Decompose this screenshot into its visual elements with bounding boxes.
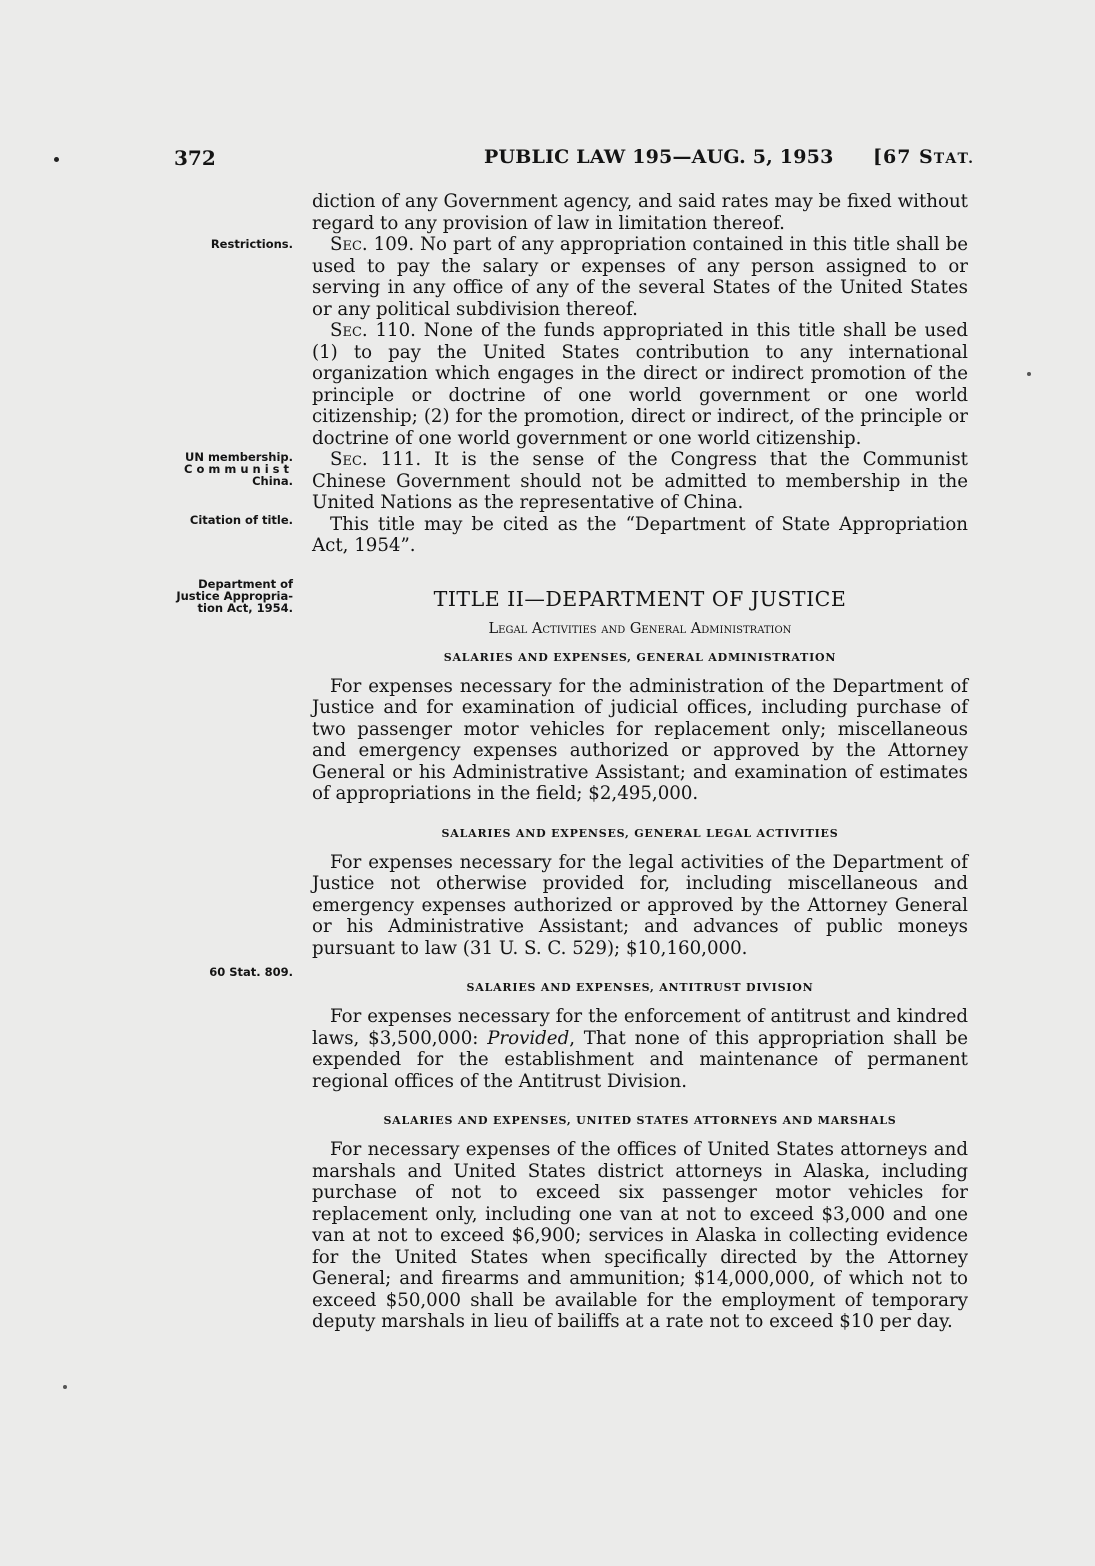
legal-activities-subheading: Legal Activities and General Administration <box>488 620 792 637</box>
antitrust-paragraph: For expenses necessary for the enforcement of antitrust and kindred laws, $3,500,000: Provided, That none of this appropriation shall be expended for the establishment and maintenance of permanent regional offices of the Antitrust Division. <box>312 1006 968 1092</box>
attorneys-marshals-paragraph: For necessary expenses of the offices of United States attorneys and marshals and United States district attorneys in Alaska, including purchase of not to exceed six passenger motor vehicles for replacement only, including one van at not to exceed $3,000 and one van at not to exceed $6,900; services in Alaska in collecting evidence for the United States when specifically directed by the Attorney General; and firearms and ammunition; $14,000,000, of which not to exceed $50,000 shall be available for the employment of temporary deputy marshals in lieu of bailiffs at a rate not to exceed $10 per day. <box>312 1139 968 1332</box>
margin-note-citation: Citation of title. <box>189 513 293 527</box>
general-admin-paragraph: For expenses necessary for the administration of the Department of Justice and for examination of judicial offices, including purchase of two passenger motor vehicles for replacement only; miscellaneous and emergency expenses authorized or approved by the Attorney General or his Administrative Assistant; and examination of estimates of appropriations in the field; $2,495,000. <box>312 675 968 804</box>
section-109: Sec. 109. No part of any appropriation contained in this title shall be used to pay the salary or expenses of any person assigned to or serving in any office of any of the several States of the United States or any political subdivision thereof. <box>312 234 968 320</box>
margin-note-60-stat-809: 60 Stat. 809. <box>209 965 293 979</box>
ink-speck <box>1027 372 1031 376</box>
general-admin-heading: SALARIES AND EXPENSES, GENERAL ADMINISTRATION <box>443 650 837 664</box>
margin-note-doj-act: Department of Justice Appropria- tion Act, 1954. <box>176 577 293 615</box>
title-ii-heading: TITLE II—DEPARTMENT OF JUSTICE <box>433 586 847 611</box>
margin-note-un-membership: UN membership. Communist China. <box>184 450 293 488</box>
body-text <box>312 191 968 1333</box>
ink-speck <box>63 1385 67 1389</box>
legal-activities-heading: SALARIES AND EXPENSES, GENERAL LEGAL ACTIVITIES <box>441 826 839 840</box>
continued-paragraph: diction of any Government agency, and said rates may be fixed without regard to any provision of law in limitation thereof. <box>312 191 968 234</box>
antitrust-heading: SALARIES AND EXPENSES, ANTITRUST DIVISION <box>466 981 814 994</box>
section-110: Sec. 110. None of the funds appropriated in this title shall be used (1) to pay the United States contribution to any international organization which engages in the direct or indirect promotion of the principle or doctrine of one world government or one world citizenship; (2) for the promotion, direct or indirect, of the principle or doctrine of one world government or one world citizenship. <box>312 320 968 449</box>
section-111: Sec. 111. It is the sense of the Congress that the Communist Chinese Government should not be admitted to membership in the United Nations as the representative of China. <box>312 449 968 513</box>
page-number: 372 <box>174 146 216 170</box>
citation-paragraph: This title may be cited as the “Department of State Appropriation Act, 1954”. <box>312 513 968 556</box>
margin-note-restrictions: Restrictions. <box>210 237 293 251</box>
page-header <box>0 146 1095 176</box>
attorneys-marshals-heading: SALARIES AND EXPENSES, UNITED STATES ATTORNEYS AND MARSHALS <box>383 1114 897 1127</box>
statute-reference: [67 STAT. <box>873 146 976 168</box>
running-title: PUBLIC LAW 195—AUG. 5, 1953 <box>484 146 834 168</box>
legal-activities-paragraph: For expenses necessary for the legal activities of the Department of Justice not otherwise provided for, including miscellaneous and emergency expenses authorized or approved by the Attorney General or his Administrative Assistant; and advances of public moneys pursuant to law (31 U. S. C. 529); $10,160,000. <box>312 851 968 959</box>
